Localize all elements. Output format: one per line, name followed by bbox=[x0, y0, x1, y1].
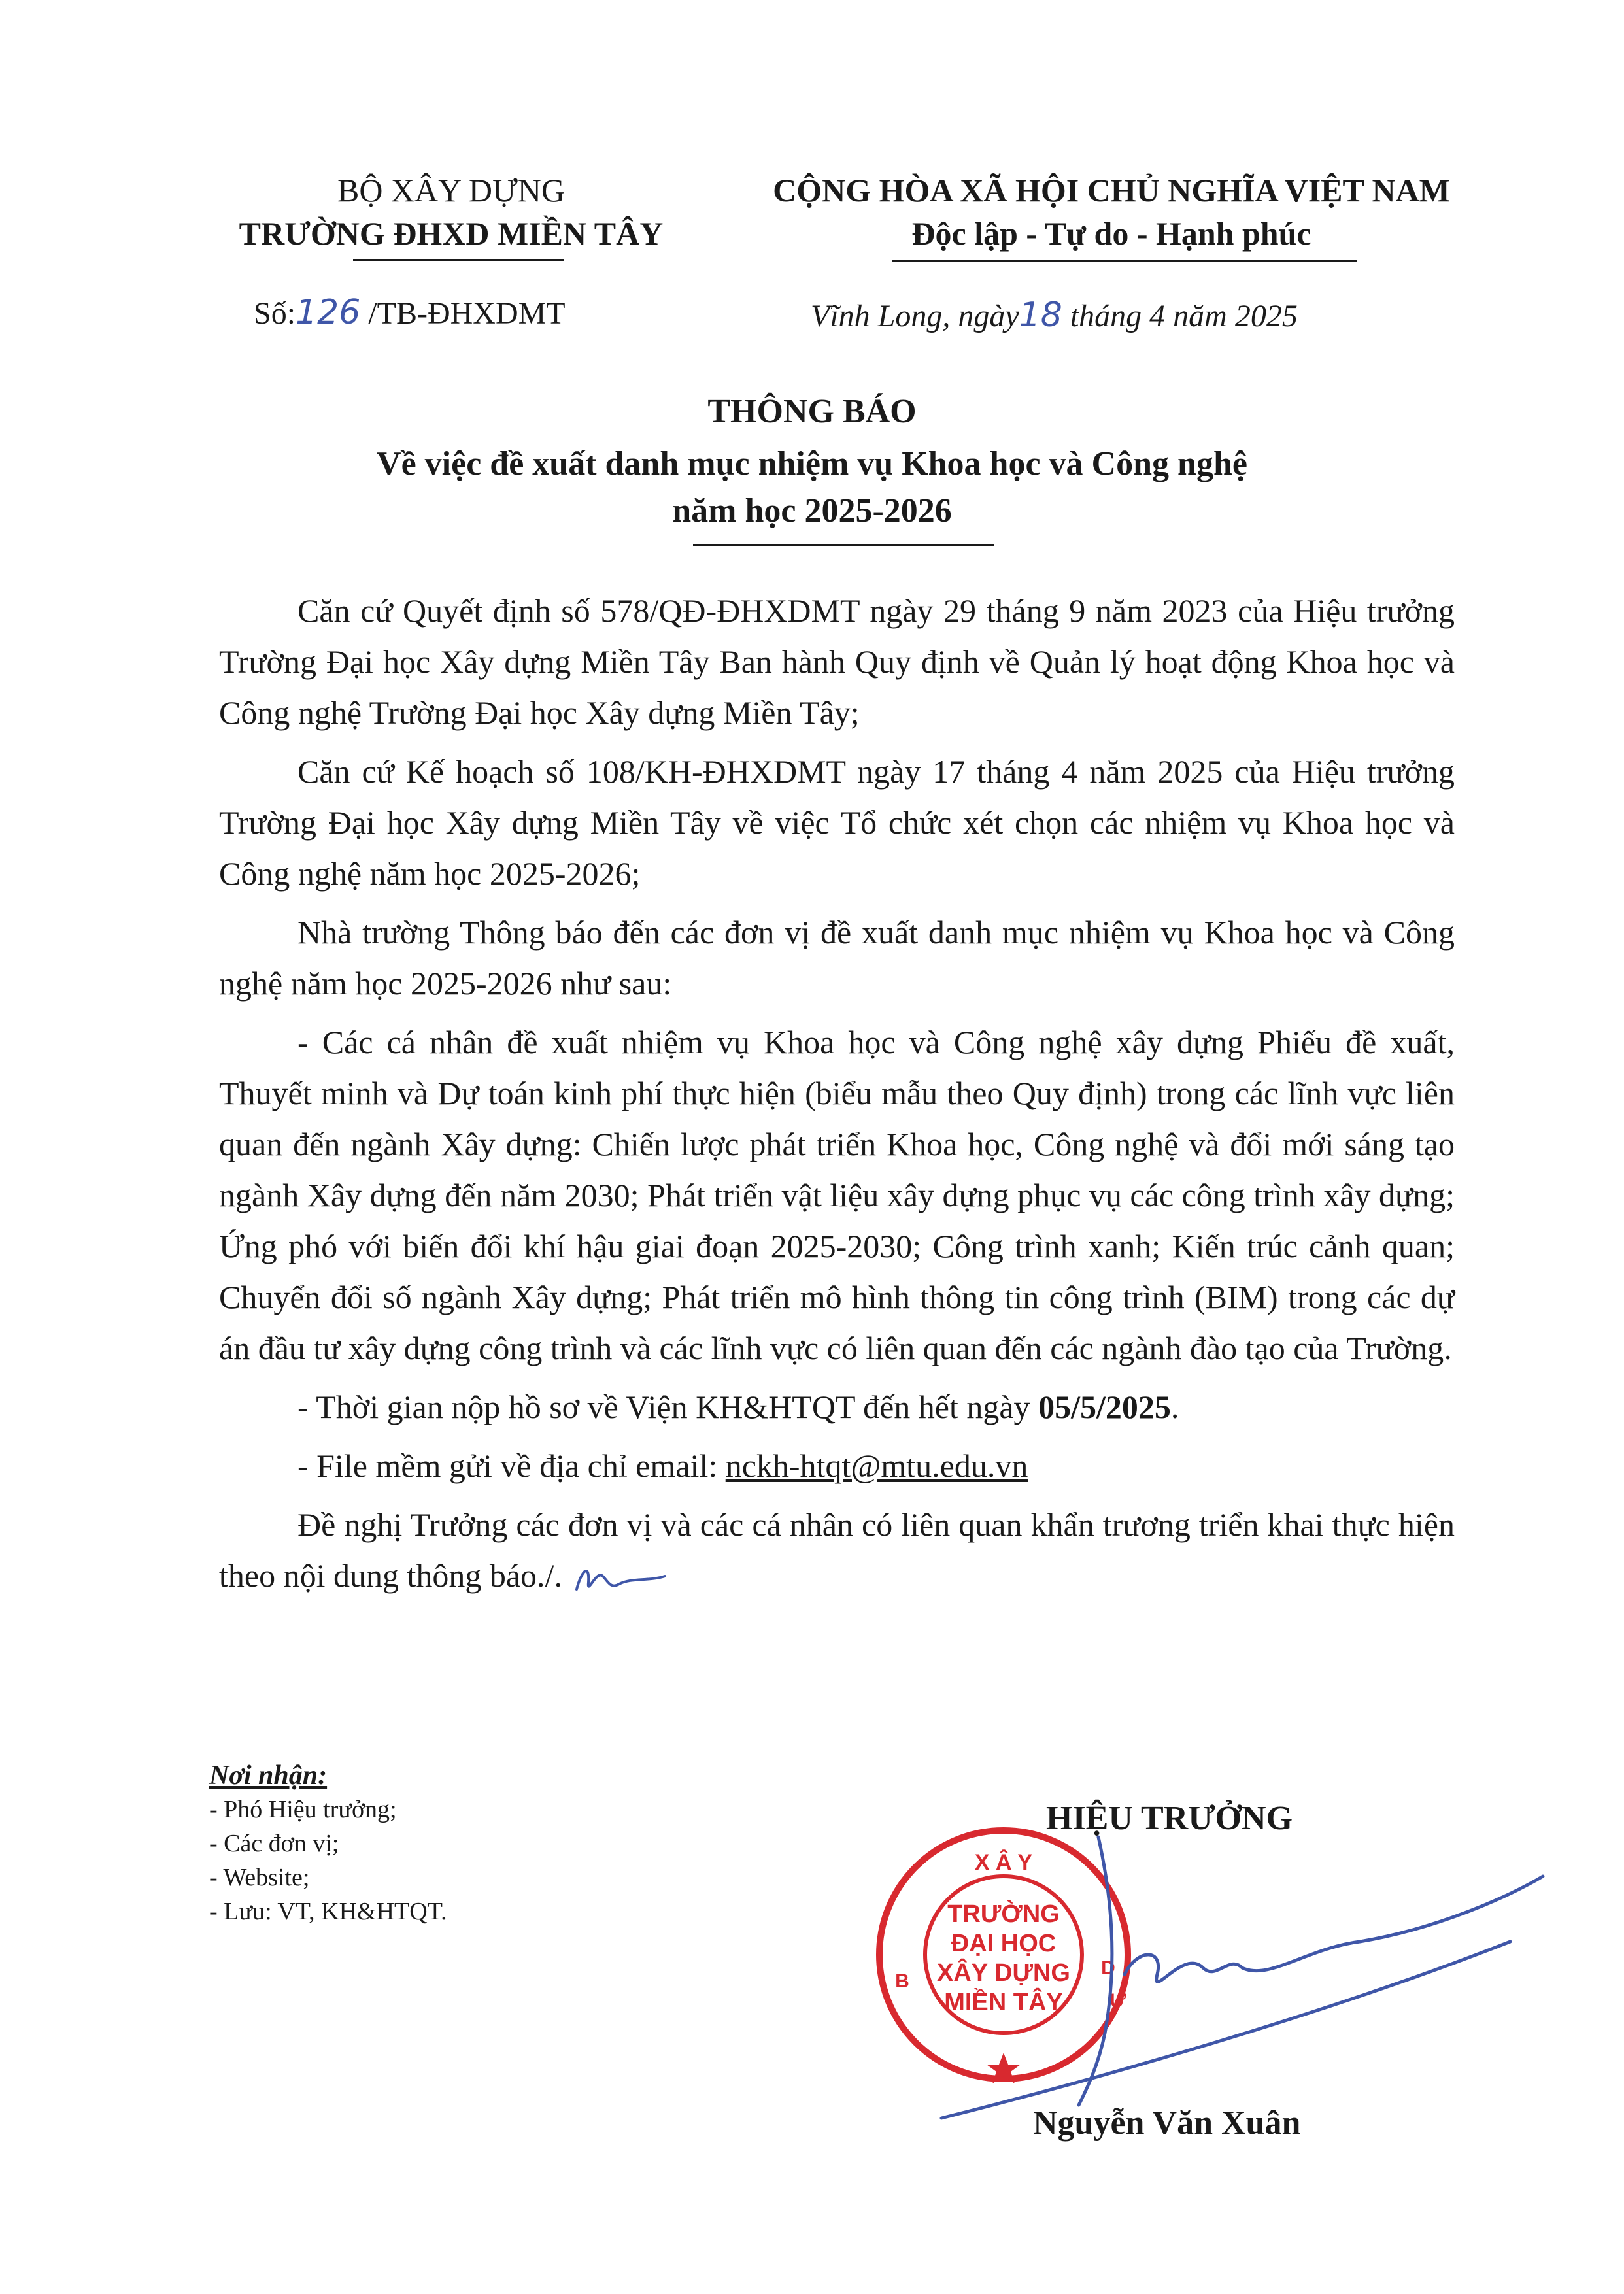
initial-mark-icon bbox=[570, 1557, 668, 1602]
svg-text:B: B bbox=[895, 1970, 909, 1992]
svg-text:ĐẠI HỌC: ĐẠI HỌC bbox=[951, 1930, 1057, 1957]
national-header bbox=[706, 169, 1517, 255]
document-body bbox=[219, 585, 1455, 1602]
document-type: THÔNG BÁO bbox=[707, 393, 917, 430]
handwritten-day: 18 bbox=[1019, 295, 1062, 335]
paragraph-requirements: - Các cá nhân đề xuất nhiệm vụ Khoa học và Công nghệ xây dựng Phiếu đề xuất, Thuyết minh và Dự toán kinh phí thực hiện (biểu mẫu theo Quy định) trong các lĩnh vực liên quan đến ngành Xây dựng: Chiến lược phát triển Khoa học, Công nghệ và đổi mới sáng tạo ngành Xây dựng đến năm 2030; Phát triển vật liệu xây dựng phục vụ các công trình xây dựng; Ứng phó với biến đổi khí hậu giai đoạn 2025-2030; Công trình xanh; Kiến trúc cảnh quan; Chuyển đổi số ngành Xây dựng; Phát triển mô hình thông tin công trình (BIM) trong các dự án đầu tư xây dựng công trình và các lĩnh vực có liên quan đến các ngành đào tạo của Trường. bbox=[219, 1024, 1455, 1366]
issuer-underline bbox=[353, 259, 564, 261]
document-subject-year: năm học 2025-2026 bbox=[672, 492, 952, 530]
recipients-title: Nơi nhận: bbox=[209, 1761, 328, 1791]
recipient-item: - Phó Hiệu trưởng; bbox=[209, 1796, 397, 1823]
handwritten-signature-icon bbox=[902, 1817, 1556, 2131]
svg-text:X Â Y: X Â Y bbox=[974, 1850, 1033, 1875]
recipient-item: - Website; bbox=[209, 1864, 310, 1891]
paragraph-basis-2: Căn cứ Kế hoạch số 108/KH-ĐHXDMT ngày 17 tháng 4 năm 2025 của Hiệu trưởng Trường Đại học Xây dựng Miền Tây về việc Tổ chức xét chọn các nhiệm vụ Khoa học và Công nghệ năm học 2025-2026; bbox=[219, 753, 1455, 892]
document-number: Số:126 /TB-ĐHXDMT bbox=[254, 293, 566, 332]
svg-text:TRƯỜNG: TRƯỜNG bbox=[947, 1900, 1060, 1928]
recipients-block bbox=[209, 1759, 447, 1929]
paragraph-email: - File mềm gửi về địa chỉ email: nckh-htqt@mtu.edu.vn bbox=[297, 1447, 1028, 1484]
school-name: TRƯỜNG ĐHXD MIỀN TÂY bbox=[239, 215, 664, 252]
contact-email-link[interactable]: nckh-htqt@mtu.edu.vn bbox=[725, 1447, 1028, 1484]
paragraph-announcement: Nhà trường Thông báo đến các đơn vị đề xuất danh mục nhiệm vụ Khoa học và Công nghệ năm học 2025-2026 như sau: bbox=[219, 914, 1455, 1002]
signer-title: HIỆU TRƯỞNG bbox=[1046, 1800, 1293, 1837]
recipient-item: - Các đơn vị; bbox=[209, 1830, 339, 1857]
paragraph-closing: Đề nghị Trưởng các đơn vị và các cá nhân có liên quan khẩn trương triển khai thực hiện theo nội dung thông báo./. bbox=[219, 1499, 1455, 1602]
place-date: Vĩnh Long, ngày18 tháng 4 năm 2025 bbox=[811, 295, 1298, 335]
signer-name: Nguyễn Văn Xuân bbox=[1033, 2104, 1301, 2142]
motto-underline bbox=[892, 260, 1357, 262]
ministry-name: BỘ XÂY DỰNG bbox=[337, 172, 566, 209]
svg-text:D: D bbox=[1101, 1957, 1115, 1979]
issuer-block bbox=[196, 169, 706, 255]
title-underline bbox=[693, 544, 994, 546]
svg-text:MIỀN TÂY: MIỀN TÂY bbox=[944, 1989, 1063, 2016]
paragraph-deadline: - Thời gian nộp hồ sơ về Viện KH&HTQT đến hết ngày 05/5/2025. bbox=[297, 1389, 1179, 1425]
paragraph-basis-1: Căn cứ Quyết định số 578/QĐ-ĐHXDMT ngày 29 tháng 9 năm 2023 của Hiệu trưởng Trường Đại học Xây dựng Miền Tây Ban hành Quy định về Quản lý hoạt động Khoa học và Công nghệ Trường Đại học Xây dựng Miền Tây; bbox=[219, 592, 1455, 731]
document-subject: Về việc đề xuất danh mục nhiệm vụ Khoa học và Công nghệ bbox=[377, 445, 1247, 482]
republic-name: CỘNG HÒA XÃ HỘI CHỦ NGHĨA VIỆT NAM bbox=[773, 172, 1450, 209]
recipient-item: - Lưu: VT, KH&HTQT. bbox=[209, 1898, 447, 1925]
deadline-date: 05/5/2025 bbox=[1038, 1389, 1171, 1425]
national-motto: Độc lập - Tự do - Hạnh phúc bbox=[911, 215, 1311, 252]
handwritten-number: 126 bbox=[296, 293, 361, 332]
svg-text:Ư: Ư bbox=[1109, 1990, 1126, 2012]
svg-text:XÂY DỰNG: XÂY DỰNG bbox=[937, 1959, 1070, 1987]
